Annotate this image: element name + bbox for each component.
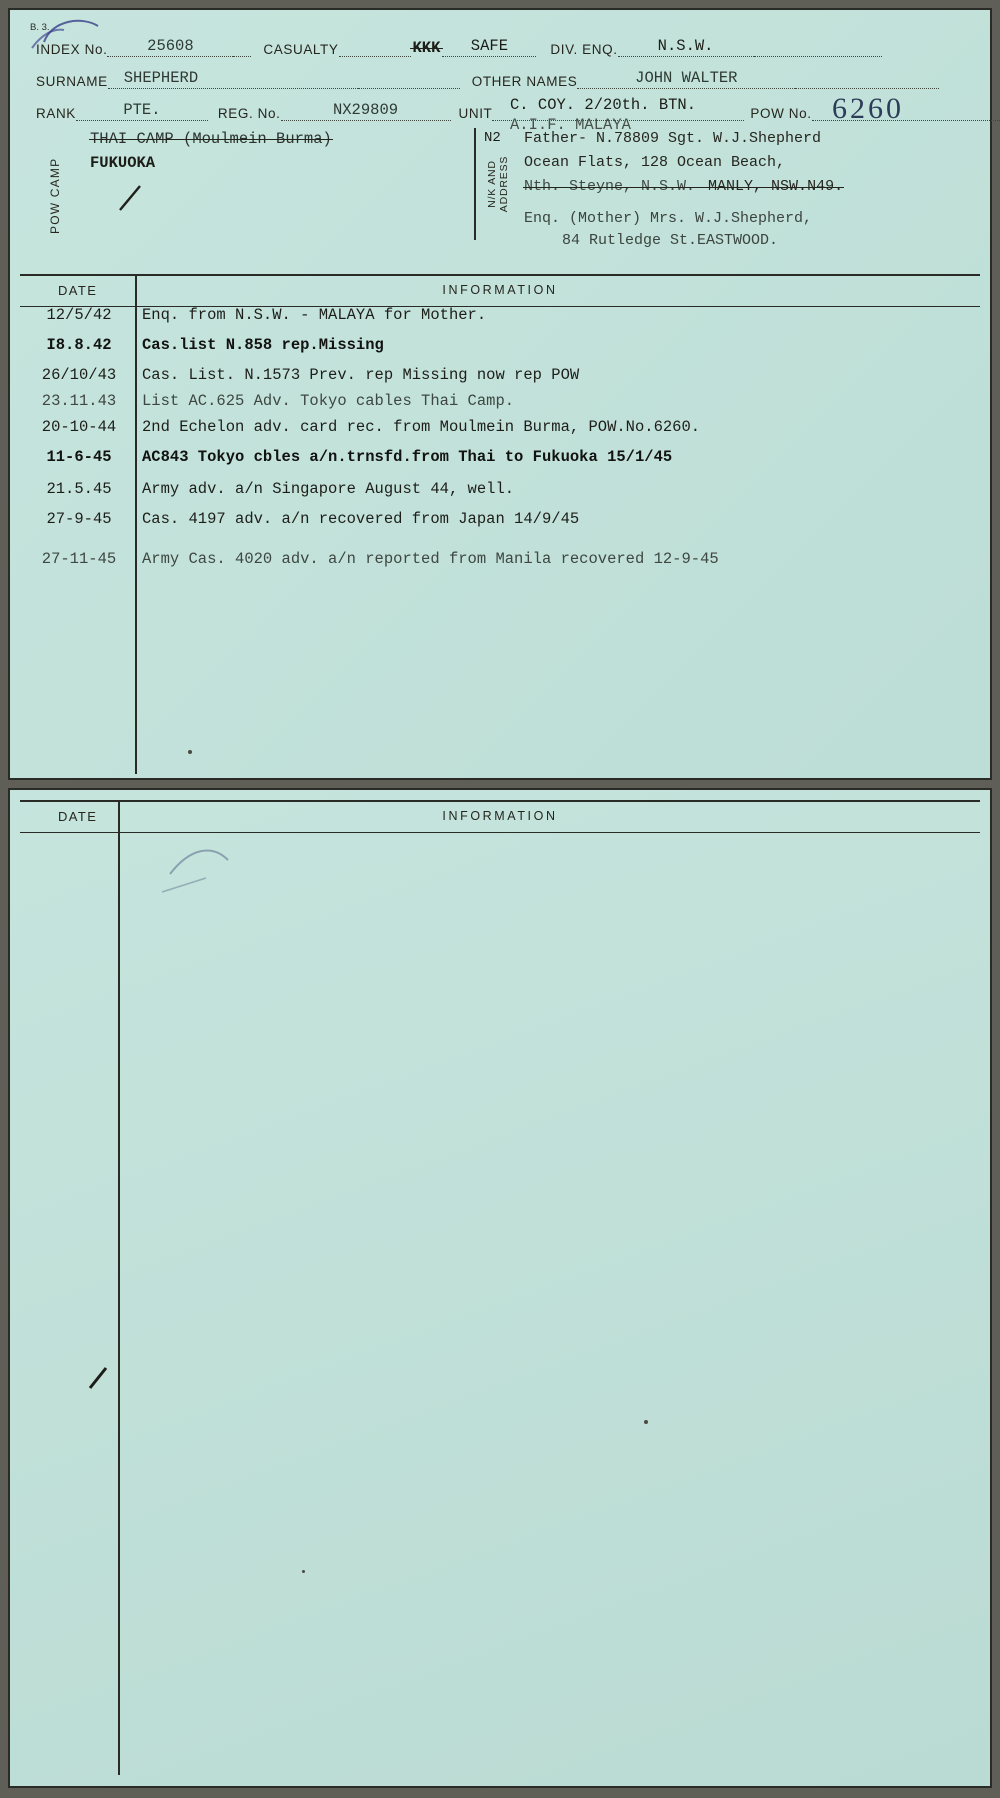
paper-speck-back	[644, 1420, 648, 1424]
table-row	[10, 550, 990, 580]
row-index	[36, 38, 882, 57]
row-information: Cas.list N.858 rep.Missing	[142, 336, 384, 354]
pow-camp-label-wrap	[44, 134, 74, 238]
row-information: Army adv. a/n Singapore August 44, well.	[142, 480, 515, 498]
pow-camp-section	[28, 128, 476, 240]
value-pow-no: 6260	[832, 92, 904, 125]
label-surname: SURNAME	[36, 74, 108, 89]
value-other-names: JOHN WALTER	[577, 70, 795, 89]
value-nk-line5: 84 Rutledge St.EASTWOOD.	[562, 232, 779, 249]
row-surname	[36, 70, 939, 89]
column-header-date-back: DATE	[58, 809, 98, 824]
value-nk-line2: Ocean Flats, 128 Ocean Beach,	[524, 154, 786, 171]
table-row	[10, 510, 990, 540]
value-unit-line1: C. COY. 2/20th. BTN.	[510, 96, 697, 114]
casualty-card-back	[8, 788, 992, 1788]
row-information: Cas. 4197 adv. a/n recovered from Japan 14/9/45	[142, 510, 580, 528]
casualty-card-front	[8, 8, 992, 780]
row-information: Enq. from N.S.W. - MALAYA for Mother.	[142, 306, 487, 324]
value-nk-line4: Enq. (Mother) Mrs. W.J.Shepherd,	[524, 210, 813, 227]
row-information: List AC.625 Adv. Tokyo cables Thai Camp.	[142, 392, 515, 410]
value-nk-line3	[524, 178, 843, 195]
paper-speck-back-2	[302, 1570, 305, 1573]
row-information: 2nd Echelon adv. card rec. from Moulmein Burma, POW.No.6260.	[142, 418, 701, 436]
value-casualty: SAFE	[442, 38, 536, 57]
row-date: I8.8.42	[46, 336, 112, 354]
row-date: 27-9-45	[46, 510, 112, 528]
form-code	[30, 22, 50, 33]
label-pow-camp: POW CAMP	[48, 157, 62, 234]
row-date: 27-11-45	[41, 550, 117, 568]
value-index-no: 25608	[107, 38, 233, 57]
row-date: 21.5.45	[46, 480, 112, 498]
table-row	[10, 480, 990, 510]
row-date: 12/5/42	[46, 306, 112, 324]
label-index-no: INDEX No.	[36, 42, 108, 57]
next-of-kin-section	[476, 128, 976, 249]
value-reg-no: NX29809	[281, 102, 451, 121]
value-unit-line2: A.I.F. MALAYA	[510, 116, 631, 134]
value-surname: SHEPHERD	[108, 70, 358, 89]
label-reg-no: REG. No.	[217, 106, 281, 121]
paper-speck	[188, 750, 192, 754]
row-date: 26/10/43	[41, 366, 117, 384]
label-pow-no: POW No.	[750, 106, 812, 121]
label-unit: UNIT	[458, 106, 493, 121]
column-header-information: INFORMATION	[442, 283, 558, 297]
column-header-information-back: INFORMATION	[442, 809, 558, 823]
table-row	[10, 418, 990, 448]
table-row	[10, 336, 990, 366]
value-pow-camp-line2: FUKUOKA	[90, 154, 156, 172]
label-div-enq: DIV. ENQ.	[550, 42, 618, 57]
label-other-names: OTHER NAMES	[471, 74, 578, 89]
value-div-enq: N.S.W.	[618, 38, 754, 57]
column-header-date: DATE	[58, 283, 98, 298]
value-nk-line3-struck: Nth. Steyne, N.S.W.	[524, 178, 696, 195]
label-nk-address: N/K AND ADDRESS	[486, 155, 510, 213]
table-row	[10, 448, 990, 478]
label-casualty: CASUALTY	[263, 42, 339, 57]
value-pow-camp-line1: THAI CAMP (Moulmein Burma)	[90, 130, 332, 148]
value-nk-line3-current: MANLY, NSW.N49.	[708, 178, 844, 195]
value-casualty-struck: KKK	[412, 39, 441, 57]
label-rank: RANK	[36, 106, 76, 121]
row-date: 23.11.43	[41, 392, 117, 410]
value-nk-line1: Father- N.78809 Sgt. W.J.Shepherd	[524, 130, 822, 147]
row-date: 11-6-45	[46, 448, 112, 466]
form-code-text: B. 3.	[30, 22, 50, 33]
row-information: Army Cas. 4020 adv. a/n reported from Manila recovered 12-9-45	[142, 550, 719, 568]
row-date: 20-10-44	[41, 418, 117, 436]
value-rank: PTE.	[76, 102, 208, 121]
nk-label-wrap	[484, 132, 516, 238]
information-table-header	[20, 274, 980, 307]
row-information: AC843 Tokyo cbles a/n.trnsfd.from Thai to Fukuoka 15/1/45	[142, 448, 673, 466]
value-nk-code: N2	[484, 130, 501, 146]
table-row	[10, 306, 990, 336]
table-column-divider-back	[118, 800, 120, 1775]
pencil-scribble-icon	[150, 826, 280, 896]
tick-mark-icon	[114, 180, 174, 220]
information-table-header-back	[20, 800, 980, 833]
row-information: Cas. List. N.1573 Prev. rep Missing now rep POW	[142, 366, 580, 384]
